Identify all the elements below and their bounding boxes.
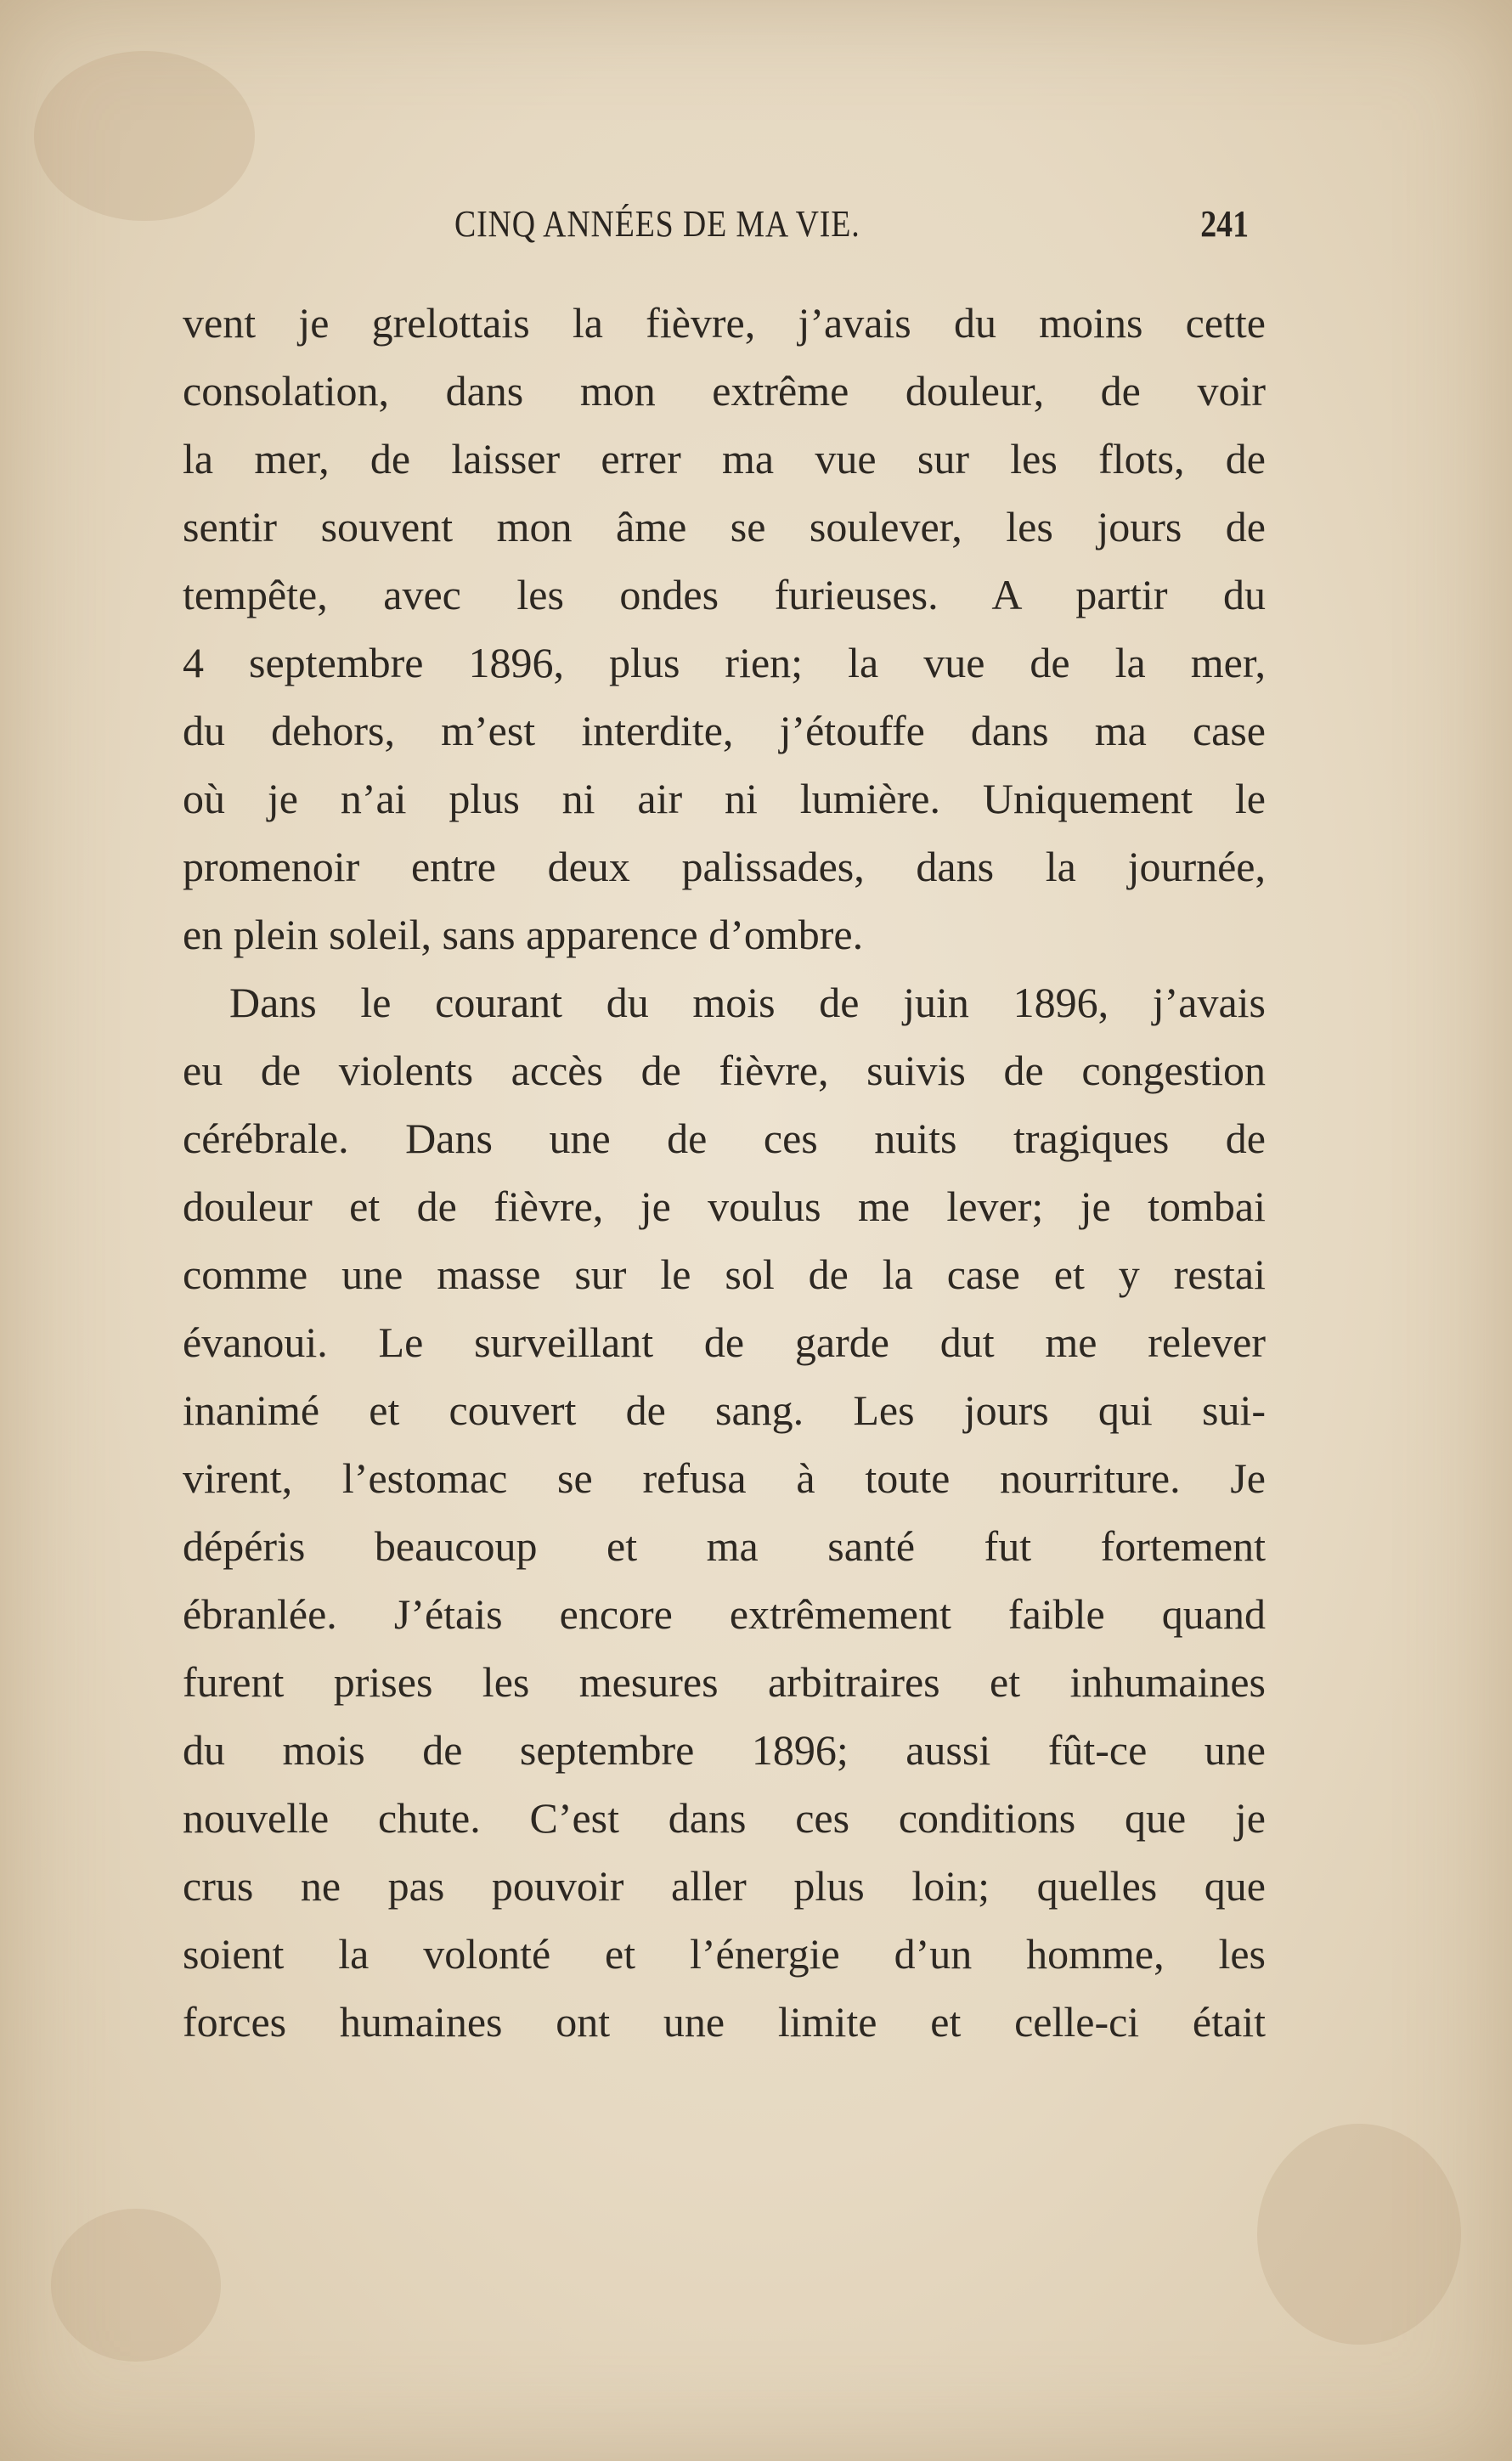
- text-line: nouvelle chute. C’est dans ces conditions que je: [183, 1794, 1266, 1842]
- text-line: forces humaines ont une limite et celle-ci était: [183, 1998, 1266, 2046]
- text-line: en plein soleil, sans apparence d’ombre.: [183, 911, 864, 958]
- text-line: cérébrale. Dans une de ces nuits tragiques de: [183, 1115, 1266, 1162]
- text-line: promenoir entre deux palissades, dans la journée,: [183, 843, 1266, 890]
- text-line: du dehors, m’est interdite, j’étouffe dans ma case: [183, 707, 1266, 754]
- text-line: sentir souvent mon âme se soulever, les jours de: [183, 503, 1266, 550]
- text-line: inanimé et couvert de sang. Les jours qui sui-: [183, 1386, 1266, 1434]
- text-line: virent, l’estomac se refusa à toute nourriture. Je: [183, 1454, 1266, 1502]
- text-line: ébranlée. J’étais encore extrêmement faible quand: [183, 1590, 1266, 1638]
- body-text: [183, 289, 1266, 2056]
- text-line: crus ne pas pouvoir aller plus loin; quelles que: [183, 1862, 1266, 1910]
- text-line: évanoui. Le surveillant de garde dut me relever: [183, 1318, 1266, 1366]
- text-line: comme une masse sur le sol de la case et y restai: [183, 1250, 1266, 1298]
- paper-stain: [1257, 2124, 1461, 2345]
- paper-stain: [51, 2209, 221, 2362]
- page-header: [454, 202, 1249, 253]
- text-line: eu de violents accès de fièvre, suivis de congestion: [183, 1047, 1266, 1094]
- text-line: 4 septembre 1896, plus rien; la vue de la mer,: [183, 639, 1266, 686]
- paragraph-first-line: Dans le courant du mois de juin 1896, j’avais: [229, 979, 1266, 1026]
- text-line: où je n’ai plus ni air ni lumière. Uniquement le: [183, 775, 1266, 822]
- text-line: dépéris beaucoup et ma santé fut fortement: [183, 1522, 1266, 1570]
- text-line: soient la volonté et l’énergie d’un homme, les: [183, 1930, 1266, 1978]
- running-title: CINQ ANNÉES DE MA VIE.: [454, 203, 860, 245]
- paper-stain: [34, 51, 255, 221]
- text-line: tempête, avec les ondes furieuses. A partir du: [183, 571, 1266, 618]
- text-line: la mer, de laisser errer ma vue sur les flots, de: [183, 435, 1266, 483]
- text-line: douleur et de fièvre, je voulus me lever; je tombai: [183, 1183, 1266, 1230]
- page-number: 241: [1200, 203, 1249, 245]
- text-line: furent prises les mesures arbitraires et inhumaines: [183, 1658, 1266, 1706]
- text-line: consolation, dans mon extrême douleur, de voir: [183, 367, 1266, 415]
- text-line: vent je grelottais la fièvre, j’avais du moins cette: [183, 299, 1266, 347]
- text-line: du mois de septembre 1896; aussi fût-ce une: [183, 1726, 1266, 1774]
